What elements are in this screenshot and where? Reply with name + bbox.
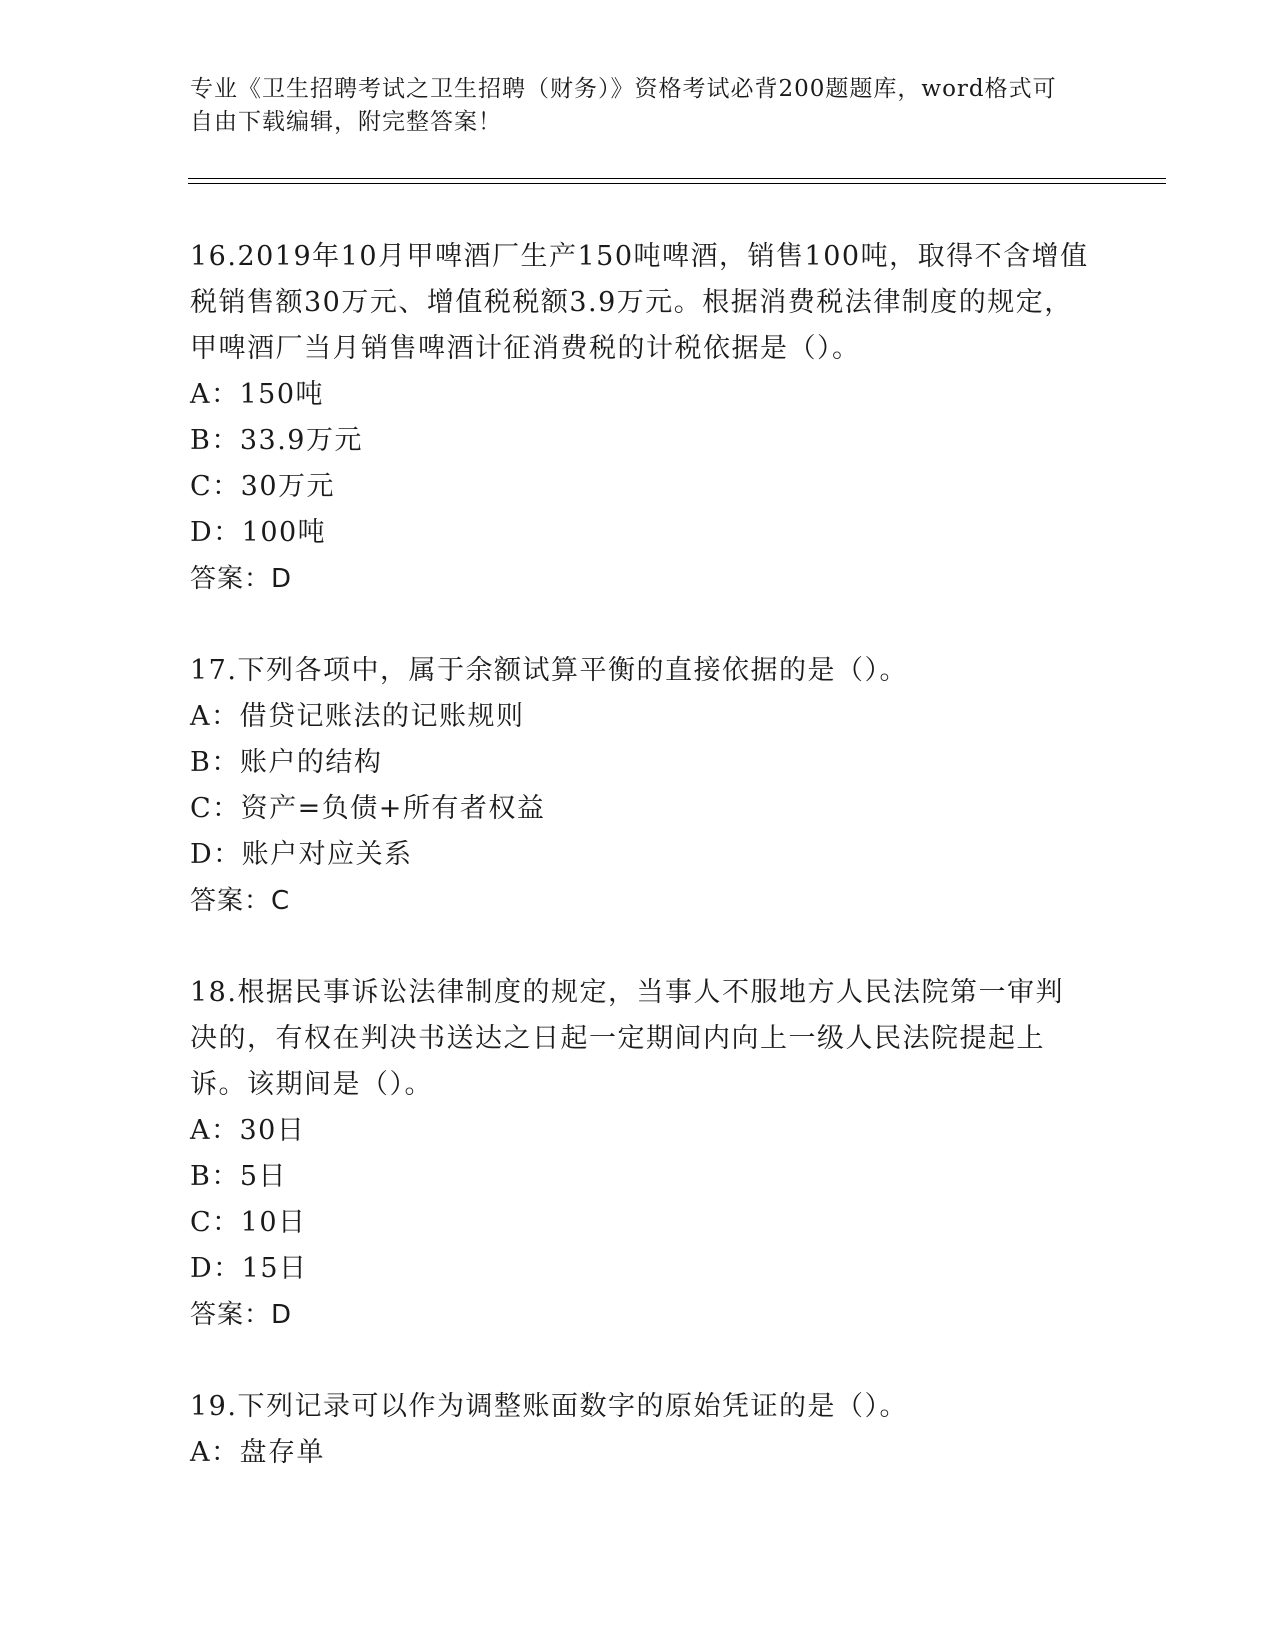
answer-label: 答案：C	[190, 886, 291, 916]
option-b: B：5日	[190, 1161, 288, 1192]
answer-label: 答案：D	[190, 1300, 293, 1330]
option-b: B：33.9万元	[190, 425, 363, 456]
question-stem: 17.下列各项中，属于余额试算平衡的直接依据的是（）。	[190, 655, 908, 686]
answer-label: 答案：D	[190, 564, 293, 594]
option-d: D：15日	[190, 1253, 308, 1284]
option-c: C：30万元	[190, 471, 336, 502]
option-d: D：账户对应关系	[190, 839, 413, 870]
question-16	[190, 234, 1090, 602]
option-d: D：100吨	[190, 517, 327, 548]
option-c: C：10日	[190, 1207, 307, 1238]
header-text: 专业《卫生招聘考试之卫生招聘（财务）》资格考试必背200题题库，word格式可自由下载编辑，附完整答案！	[190, 76, 1057, 135]
header-divider-top	[188, 178, 1166, 179]
question-19	[190, 1384, 1090, 1476]
option-a: A：盘存单	[190, 1437, 325, 1468]
option-a: A：30日	[190, 1115, 306, 1146]
question-17	[190, 648, 1090, 924]
option-a: A：借贷记账法的记账规则	[190, 701, 525, 732]
option-b: B：账户的结构	[190, 747, 383, 778]
option-a: A：150吨	[190, 379, 325, 410]
option-c: C：资产=负债+所有者权益	[190, 793, 546, 824]
document-header	[190, 73, 1070, 139]
question-18	[190, 970, 1090, 1338]
question-list	[190, 234, 1090, 1522]
question-stem: 16.2019年10月甲啤酒厂生产150吨啤酒，销售100吨，取得不含增值税销售额30万元、增值税税额3.9万元。根据消费税法律制度的规定，甲啤酒厂当月销售啤酒计征消费税的计税依据是（）。	[190, 241, 1089, 364]
header-divider-bottom	[188, 183, 1166, 184]
question-stem: 18.根据民事诉讼法律制度的规定，当事人不服地方人民法院第一审判决的，有权在判决书送达之日起一定期间内向上一级人民法院提起上诉。该期间是（）。	[190, 977, 1064, 1100]
question-stem: 19.下列记录可以作为调整账面数字的原始凭证的是（）。	[190, 1391, 908, 1422]
